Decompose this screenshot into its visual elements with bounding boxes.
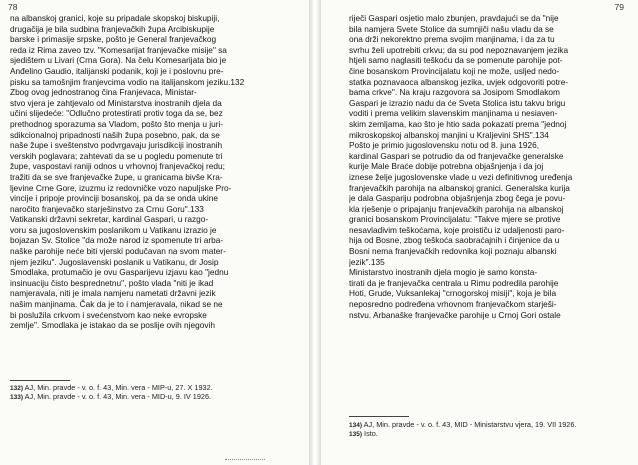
text-line: jezik".135 [349, 256, 385, 267]
page-edge-mark [225, 459, 265, 463]
text-line: svrhu želi upotrebiti crkvu; da su pod nepoznavanjem jezika [349, 44, 569, 55]
footnote-number: 134) [349, 422, 363, 429]
footnote-number: 133) [10, 394, 24, 401]
text-line: bila namjera Svete Stolice da sumnjiči našu vladu da se [349, 23, 554, 34]
text-line: franjevačkih parohija na albanskoj granici. Generalska kurija [349, 182, 570, 193]
body-text [349, 13, 625, 320]
text-line: statka poznavaoca albanskog jezika, uvjek odgovoriti potre- [349, 76, 569, 87]
text-line: tirati da je franjevačka centrala u Rimu podredila parohije [349, 277, 559, 288]
page-number: 79 [614, 2, 624, 12]
text-line: skim zemljama, kao što je htio sada pokazati prema "jednoj [349, 118, 567, 129]
text-line: insinuaciju čisto besprednetnu", pošto vlada "niti je ikad [10, 277, 214, 288]
footnote-divider [10, 380, 70, 381]
text-line: Smodlaka, protumačio je ovu Gasparijevu izjavu kao "jednu [10, 267, 229, 278]
text-line: iznese želje jugoslovenske vlade u vezi definitivnog uređenja [349, 171, 573, 182]
text-line: nesavladivim teškoćama, koje proističu iz udaljenosti paro- [349, 224, 565, 235]
book-gutter [309, 0, 321, 465]
text-line: naške parohije neće biti vjerski podučavan na svom mater- [10, 246, 226, 257]
text-line: barske i primasije srpske, pošto je General franjevačkog [10, 34, 217, 45]
text-line: zemlje". Smodlaka je istakao da se poslije ovih njegovih [10, 320, 215, 331]
text-line: sjedištem u Livari (Crna Gora). Na čelu Komesarijata bio je [10, 55, 227, 66]
text-line: Bosni nema franjevačkih redovnika koji poznaju albanski [349, 246, 557, 257]
text-line: verskih poglavara; zahtevati da se u pogledu pomenute tri [10, 150, 223, 161]
page-number: 78 [8, 2, 18, 12]
text-line: učini slijedeće: "Odlučno protestirati protiv toga da se, bez [10, 108, 223, 119]
text-line: je dala Gaspariju podrobna objašnjenja zbog čega je povu- [349, 193, 566, 204]
text-line: stvo vjera je zahtjevalo od Ministarstva inostranih djela da [10, 97, 222, 108]
text-line: Vatikanski državni sekretar, kardinal Gaspari, u razgo- [10, 214, 209, 225]
text-line: Gaspari je izrazio nadu da će Sveta Stolica istu takvu brigu [349, 97, 566, 108]
text-line: na albanskoj granici, koje su pripadale skopskoj biskupiji, [10, 13, 220, 23]
text-line: riječi Gaspari osjetio malo zbunjen, pravdajući se da "nije [349, 13, 559, 23]
text-line: voru sa jugoslovenskim poslanikom u Vatikanu izrazio je [10, 224, 217, 235]
text-line: kardinal Gaspari se potrudio da od franjevačke generalske [349, 150, 564, 161]
footnote-divider [349, 416, 409, 417]
text-line: reda iz Rima zaveo tzv. "Komesarijat franjevačke misije" sa [10, 44, 227, 55]
text-line: kla rješenje o pripajanju franjevačkih parohija na albanskoj [349, 203, 564, 214]
text-line: sdikcionalnoj pripadnosti naših župa posebno, pak, da se [10, 129, 220, 140]
footnote-number: 135) [349, 431, 363, 438]
text-line: pisku sa tamošnjim franjevcima vodio na italijanskom jeziku.132 [10, 76, 245, 87]
text-line: mikroskopskoj albanskoj manjini u Kraljevini SHS".134 [349, 129, 549, 140]
text-line: župe, vaspostavi raniji odnos u vrhovnoj franjevačkoj redu; [10, 161, 225, 172]
right-page [321, 0, 638, 465]
text-line: granici bosanskom Provincijalatu: "Takve mjere se protive [349, 214, 561, 225]
text-line: kurije Male Braće dobije potrebna objašnjenja i da joj [349, 161, 544, 172]
footnote-text: Isto. [364, 429, 378, 438]
text-line: bama crkve". Na kraju razgovora sa Josipom Smodlakom [349, 87, 560, 98]
text-line: Anđelino Gaudio, italijanski podanik, koji je i poslovnu pre- [10, 65, 224, 76]
footnote-text: AJ, Min. pravde - v. o. f. 43, Min. vera - MIP-u, 27. X 1932. [24, 383, 213, 392]
footnote-text: AJ, Min. pravde - v. o. f. 43, Min. vera - MID-u, 9. IV 1926. [24, 392, 212, 401]
text-line: njem jeziku". Jugoslavenski poslanik u Vatikanu, dr Josip [10, 256, 219, 267]
footnote-text: AJ, Min. pravde - v. o. f. 43, MID - Ministarstvu vjera, 19. VII 1926. [363, 420, 577, 429]
text-line: ljevine Crne Gore, izuzmu iz redovničke vozo napuljske Pro- [10, 182, 232, 193]
left-page [0, 0, 309, 465]
text-line: našim manjinama. Čak da je to i namjeravala, nikad se ne [10, 299, 223, 310]
text-line: voditi i prema velikim slavenskim manjinama u nesiaven- [349, 108, 558, 119]
text-line: ona drži nekorektno prema svojim manjinama, i da za tu [349, 34, 555, 45]
text-line: hija od Bosne, zbog teškoća saobraćajnih i činjenice da u [349, 235, 560, 246]
text-line: naročito franjevačko starješinstvo za Crnu Goru".133 [10, 203, 204, 214]
text-line: prethodnog sporazuma sa Vladom, pošto što menja u juri- [10, 118, 224, 129]
text-line: nstvu. Arbanaške franjevačke parohije u Crnoj Gori ostale [349, 309, 561, 320]
text-line: naše župe i sveštenstvo podvrgavaju jurisdikciji inostranih [10, 140, 223, 151]
text-line: neposredno podređena vrhovnom franjevačkom starješi- [349, 299, 557, 310]
text-line: bojazan Sv. Stolice "da može narod iz spomenute tri arba- [10, 235, 224, 246]
text-line: bi poslužila crkvom i svećenstvom kao neke evropske [10, 309, 207, 320]
text-line: Pošto je primio jugoslovensku notu od 8. juna 1926, [349, 140, 540, 151]
body-text [10, 13, 296, 331]
footnote [349, 429, 625, 439]
text-line: čine bosanskom Provincijalatu koji ne može, usljed nedo- [349, 65, 560, 76]
text-line: vincije i pripoje provinciji bosanskoj, pa da se onda ukine [10, 193, 219, 204]
text-line: Hoti, Grude, Vuksanlekaj "crnogorskoj misiji", koja je bila [349, 288, 557, 299]
text-line: tražiti da se sve franjevačke župe, u granicama bivše Kra- [10, 171, 223, 182]
text-line: htjeli samo naglasiti teškoću da se pomenute parohije pot- [349, 55, 563, 66]
footnote-number: 132) [10, 385, 24, 392]
footnote [10, 392, 296, 402]
text-line: Zbog ovog jednostranog čina Franjevaca, Ministar- [10, 87, 197, 98]
text-line: Ministarstvo inostranih djela mogio je samo konsta- [349, 267, 538, 278]
text-line: namjeravala, niti je imala namjeru nametati državni jezik [10, 288, 216, 299]
text-line: drugačija je bila sudbina franjevačkih župa Arcibiskupije [10, 23, 215, 34]
